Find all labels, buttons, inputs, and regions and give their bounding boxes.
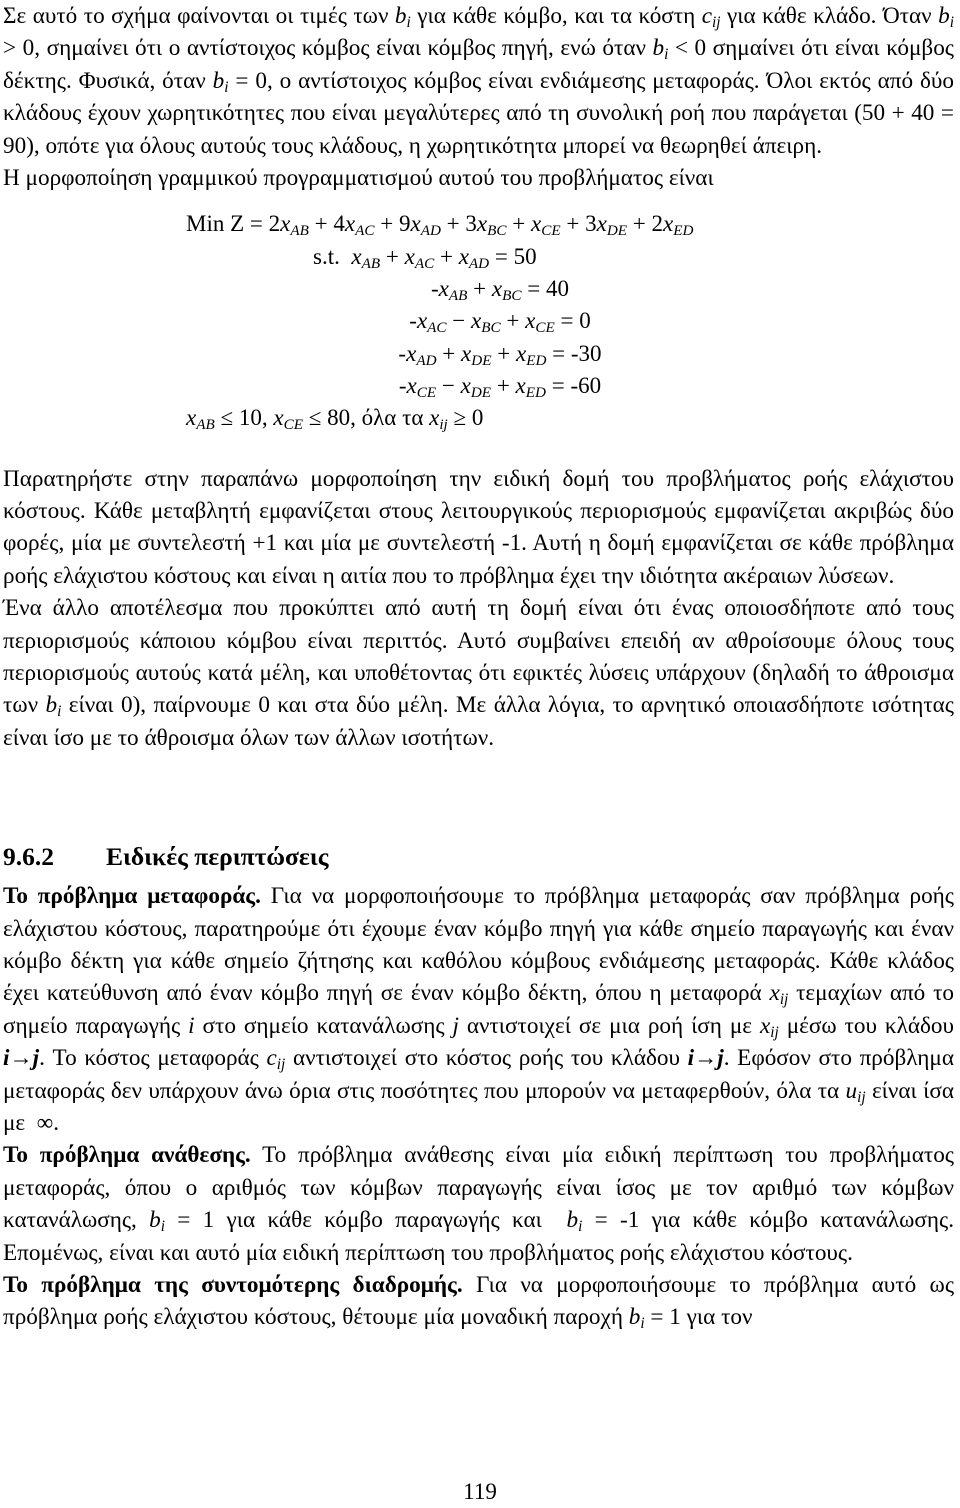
paragraph-lp-intro: Η μορφοποίηση γραμμικού προγραμματισμού αυτού του προβλήματος είναι: [3, 165, 714, 192]
lp-constraint-4: $-x_{AD} + x_{DE} + x_{ED} = -30$: [398, 340, 602, 369]
paragraph-assignment: Το πρόβλημα ανάθεσης. Το πρόβλημα ανάθεσης είναι μία ειδική περίπτωση του προβλήματος μεταφοράς, όπου ο αριθμός των κόμβων παραγωγής είναι ίσος με τον αριθμό των κόμβων κατανάλωσης, $b_i = 1$ για κάθε κόμβο παραγωγής και $b_i = -1$ για κάθε κόμβο κατανάλωσης. Επομένως, είναι και αυτό μία ειδική περίπτωση του προβλήματος ροής ελάχιστου κόστους.: [3, 1142, 955, 1266]
lead-assignment: Το πρόβλημα ανάθεσης.: [3, 1142, 251, 1169]
paragraph-structure: Παρατηρήστε στην παραπάνω μορφοποίηση την ειδική δομή του προβλήματος ροής ελάχιστου κόστους. Κάθε μεταβλητή εμφανίζεται στους λειτουργικούς περιορισμούς εμφανίζεται ακριβώς δύο φορές, μία με συντελεστή +1 και μία με συντελεστή -1. Αυτή η δομή εμφανίζεται σε κάθε πρόβλημα ροής ελάχιστου κόστους και είναι η αιτία που το πρόβλημα έχει την ιδιότητα ακέραιων λύσεων.: [3, 465, 954, 589]
lp-constraint-5: $-x_{CE} - x_{DE} + x_{ED} = -60$: [398, 372, 602, 401]
lead-shortest-path: Το πρόβλημα της συντομότερης διαδρομής.: [3, 1272, 463, 1299]
section-number: 9.6.2: [3, 842, 54, 872]
page-number: 119: [463, 1479, 497, 1504]
section-heading: [3, 840, 960, 874]
lp-constraint-3: $-x_{AC} - x_{BC} + x_{CE} = 0$: [409, 308, 591, 337]
lp-objective: Min $Z = 2x_{AB} + 4x_{AC} + 9x_{AD} + 3x_{BC} + x_{CE} + 3x_{DE} + 2x_{ED}$: [186, 211, 694, 240]
lp-constraint-2: $-x_{AB} + x_{BC} = 40$: [430, 276, 569, 304]
paragraph-network-description: Σε αυτό το σχήμα φαίνονται οι τιμές των $b_i$ για κάθε κόμβο, και τα κόστη $c_{ij}$ για κάθε κλάδο. Όταν $b_i > 0$, σημαίνει ότι ο αντίστοιχος κόμβος είναι κόμβος πηγή, ενώ όταν $b_i < 0$ σημαίνει ότι είναι κόμβος δέκτης. Φυσικά, όταν $b_i = 0$, ο αντίστοιχος κόμβος είναι ενδιάμεσης μεταφοράς. Όλοι εκτός από δύο κλάδους έχουν χωρητικότητες που είναι μεγαλύτερες από τη συνολική ροή που παράγεται (50 + 40 = 90), οπότε για όλους αυτούς τους κλάδους, η χωρητικότητα μπορεί να θεωρηθεί άπειρη.: [3, 3, 954, 159]
lp-constraint-1: s.t. $x_{AB} + x_{AC} + x_{AD} = 50$: [313, 243, 537, 272]
lead-transportation: Το πρόβλημα μεταφοράς.: [3, 883, 261, 910]
paragraph-shortest-path: Το πρόβλημα της συντομότερης διαδρομής. Για να μορφοποιήσουμε το πρόβλημα αυτό ως πρόβλημα ροής ελάχιστου κόστους, θέτουμε μία μοναδική παροχή $b_i = 1$ για τον: [3, 1272, 954, 1333]
section-title: Ειδικές περιπτώσεις: [106, 842, 329, 872]
paragraph-redundant-constraint: Ένα άλλο αποτέλεσμα που προκύπτει από αυτή τη δομή είναι ότι ένας οποιοσδήποτε από τους περιορισμούς κάποιου κόμβου είναι περιττός. Αυτό συμβαίνει επειδή αν αθροίσουμε όλους τους περιορισμούς αυτούς κατά μέλη, και υποθέτοντας ότι εφικτές λύσεις υπάρχουν (δηλαδή το άθροισμα των $b_i$ είναι 0), παίρνουμε 0 και στα δύο μέλη. Με άλλα λόγια, το αρνητικό οποιασδήποτε ισότητας είναι ίσο με το άθροισμα όλων των άλλων ισοτήτων.: [3, 595, 954, 751]
paragraph-transportation: Το πρόβλημα μεταφοράς. Για να μορφοποιήσουμε το πρόβλημα μεταφοράς σαν πρόβλημα ροής ελάχιστου κόστους, παρατηρούμε ότι έχουμε έναν κόμβο πηγή για κάθε σημείο παραγωγής και έναν κόμβο δέκτη για κάθε σημείο ζήτησης και καθόλου κόμβους ενδιάμεσης μεταφοράς. Κάθε κλάδος έχει κατεύθυνση από έναν κόμβο πηγή σε έναν κόμβο δέκτη, όπου η μεταφορά $x_{ij}$ τεμαχίων από το σημείο παραγωγής i στο σημείο κατανάλωσης j αντιστοιχεί σε μια ροή ίση με $x_{ij}$ μέσω του κλάδου i→j. Το κόστος μεταφοράς $c_{ij}$ αντιστοιχεί στο κόστος ροής του κλάδου i→j. Εφόσον στο πρόβλημα μεταφοράς δεν υπάρχουν άνω όρια στις ποσότητες που μπορούν να μεταφερθούν, όλα τα $u_{ij}$ είναι ίσα με ∞.: [3, 883, 955, 1137]
lp-formulation: [0, 208, 960, 434]
lp-bounds: $x_{AB} \le 10$, $x_{CE} \le 80$, όλα τα $x_{ij} \ge 0$: [186, 405, 484, 433]
